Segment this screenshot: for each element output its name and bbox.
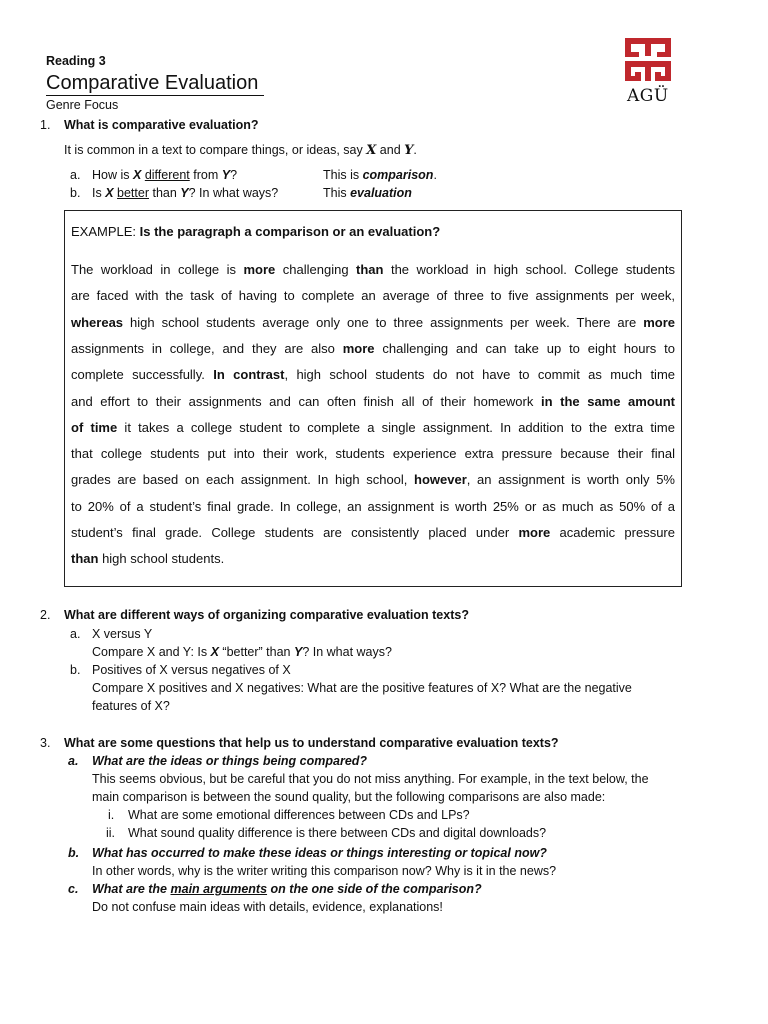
section-3-a-text-2: main comparison is between the sound quality, but the following comparisons are also made: [92,790,606,804]
example-line: of time it takes a college student to complete a single assignment. In addition to the extra time [71,419,675,435]
section-2-item-b-marker: b. [70,663,81,677]
section-3-c-question: What are the main arguments on the one side of the comparison? [92,882,482,896]
section-1-item-a: How is X different from Y? [92,168,238,182]
example-line: that college students put into their work, students experience extra pressure because their final [71,446,675,462]
section-3-a-i-marker: i. [108,808,115,822]
example-line: and effort to their assignments and can often finish all of their homework in the same amount [71,393,675,409]
section-1-item-a-answer: This is comparison. [323,168,437,182]
section-3-c-text: Do not confuse main ideas with details, evidence, explanations! [92,900,443,914]
section-2-item-b-detail-2: features of X? [92,699,170,713]
example-heading: EXAMPLE: Is the paragraph a comparison or an evaluation? [71,224,441,239]
section-1-number: 1. [40,118,51,132]
section-3-b-question: What has occurred to make these ideas or things interesting or topical now? [92,846,547,860]
section-3-a-i: What are some emotional differences between CDs and LPs? [128,808,470,822]
example-line: grades are based on each assignment. In high school, however, an assignment is worth only 5% [71,472,675,488]
example-line: assignments in college, and they are also more challenging and can take up to eight hours to [71,340,675,356]
genre-focus-label: Genre Focus [46,98,119,112]
section-1-question: What is comparative evaluation? [64,118,259,132]
section-3-a-ii: What sound quality difference is there between CDs and digital downloads? [128,826,547,840]
example-line: complete successfully. In contrast, high school students do not have to commit as much time [71,367,675,383]
section-3-b-text: In other words, why is the writer writing this comparison now? Why is it in the news? [92,864,557,878]
section-3-a-text-1: This seems obvious, but be careful that you do not miss anything. For example, in the text below, the [92,772,649,786]
section-3-question: What are some questions that help us to understand comparative evaluation texts? [64,736,559,750]
section-1-item-b: Is X better than Y? In what ways? [92,186,279,200]
example-line: than high school students. [71,551,225,567]
example-line: student’s final grade. College students are consistently placed under more academic pressure [71,525,675,540]
section-2-number: 2. [40,608,51,622]
section-2-item-b: Positives of X versus negatives of X [92,663,291,677]
section-2-question: What are different ways of organizing comparative evaluation texts? [64,608,469,622]
section-2-item-a-marker: a. [70,627,81,641]
section-1-item-b-answer: This evaluation [323,186,412,200]
section-1-item-b-marker: b. [70,186,81,200]
reading-label: Reading 3 [46,54,106,68]
example-line: The workload in college is more challenging than the workload in high school. College students [71,262,676,277]
section-2-item-a-detail: Compare X and Y: Is X “better” than Y? In what ways? [92,645,392,659]
section-3-a-question: What are the ideas or things being compared? [92,754,368,768]
example-line: whereas high school students average only one to three assignments per week. There are more [71,314,675,330]
logo-text: AGÜ [627,86,669,106]
section-1-intro: It is common in a text to compare things, or ideas, say X and Y. [64,143,417,158]
section-2-item-b-detail-1: Compare X positives and X negatives: What are the positive features of X? What are the negative [92,681,632,695]
section-2-item-a: X versus Y [92,627,153,641]
section-3-number: 3. [40,736,51,750]
section-3-b-marker: b. [68,846,80,860]
section-3-a-marker: a. [68,754,79,768]
section-1-item-a-marker: a. [70,168,81,182]
section-3-a-ii-marker: ii. [106,826,116,840]
section-3-c-marker: c. [68,882,79,896]
page-title: Comparative Evaluation [46,71,264,96]
example-line: to 20% of a student’s final grade. In college, an assignment is worth 25% or as much as 50% of a [71,498,675,514]
example-line: are faced with the task of having to complete an average of three to five assignments per week, [71,288,675,304]
